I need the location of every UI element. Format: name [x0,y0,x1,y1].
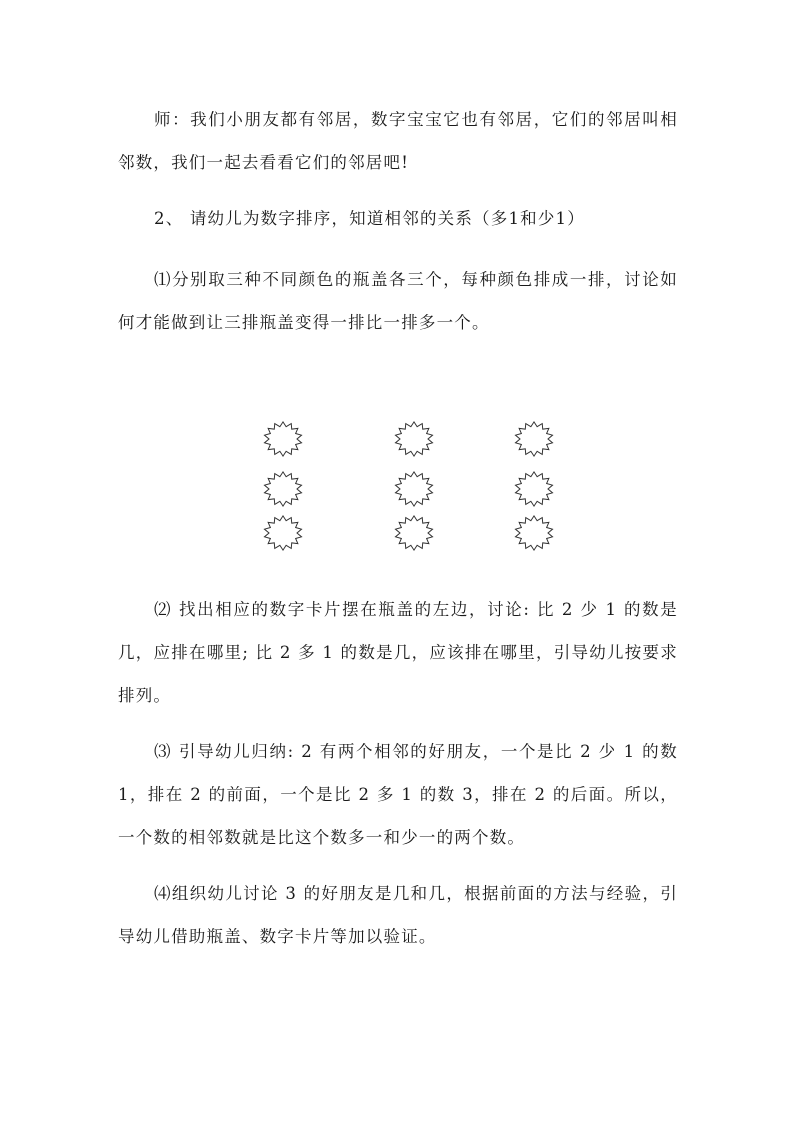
bottle-cap-icon [394,469,434,509]
bottle-cap-icon [263,419,303,459]
bottle-cap-icon [394,419,434,459]
bottle-cap-icon [263,469,303,509]
paragraph-step-2-heading: 2、 请幼儿为数字排序，知道相邻的关系（多1和少1） [154,209,585,228]
paragraph-substep-2: ⑵ 找出相应的数字卡片摆在瓶盖的左边，讨论: 比 2 少 1 的数是几，应排在哪里; 比 2 多 1 的数是几，应该排在哪里，引导幼儿按要求排列。 [118,600,678,705]
bottle-caps-figure [0,405,794,565]
paragraph-teacher-intro: 师：我们小朋友都有邻居，数字宝宝它也有邻居，它们的邻居叫相邻数，我们一起去看看它们的邻居吧! [118,110,678,172]
bottle-cap-icon [514,419,554,459]
paragraph-substep-1: ⑴分别取三种不同颜色的瓶盖各三个，每种颜色排成一排，讨论如何才能做到让三排瓶盖变得一排比一排多一个。 [118,270,678,332]
paragraph-substep-3: ⑶ 引导幼儿归纳: 2 有两个相邻的好朋友，一个是比 2 少 1 的数 1，排在 2 的前面，一个是比 2 多 1 的数 3，排在 2 的后面。所以，一个数的相邻数就是比这个数多一和少一的两个数。 [118,742,678,847]
bottle-cap-icon [514,513,554,553]
bottle-cap-icon [263,513,303,553]
paragraph-substep-4: ⑷组织幼儿讨论 3 的好朋友是几和几，根据前面的方法与经验，引导幼儿借助瓶盖、数字卡片等加以验证。 [118,884,678,946]
bottle-cap-icon [394,513,434,553]
bottle-cap-icon [514,469,554,509]
